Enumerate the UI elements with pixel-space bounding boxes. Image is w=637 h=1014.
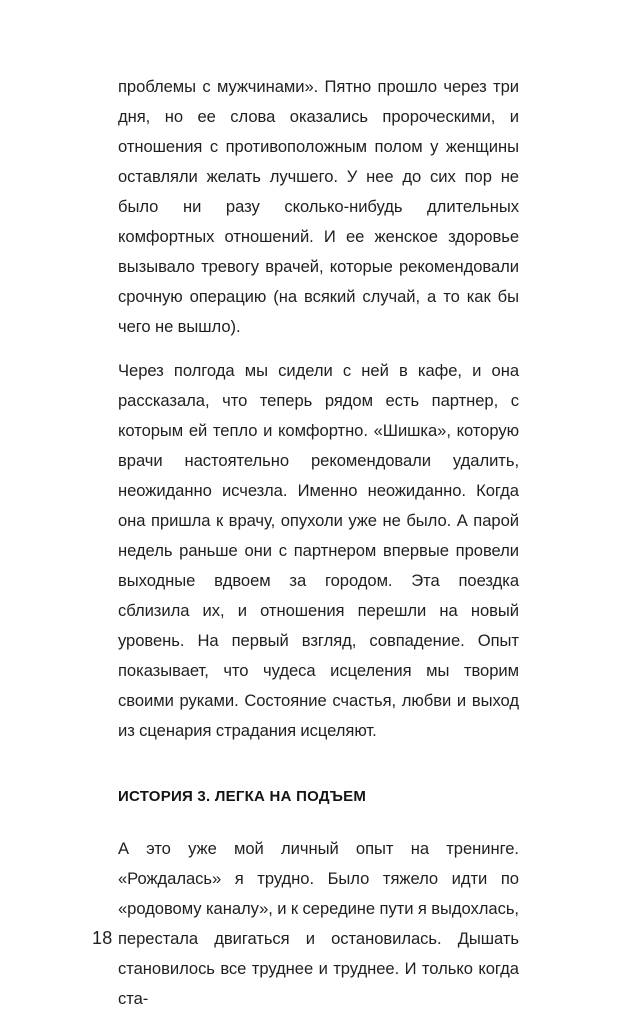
body-paragraph: Через полгода мы сидели с ней в кафе, и она рассказала, что теперь рядом есть партнер, с которым ей тепло и комфортно. «Шишка», которую врачи настоятельно рекомендовали удалить, неожиданно исчезла. Именно неожиданно. Когда она пришла к врачу, опухоли уже не было. А парой недель раньше они с партнером впервые провели выходные вдвоем за городом. Эта поездка сблизила их, и отношения перешли на новый уровень. На первый взгляд, совпадение. Опыт показывает, что чудеса исцеления мы творим своими руками. Состояние счастья, любви и выход из сценария страдания исцеляют. bbox=[118, 361, 519, 740]
section-heading: ИСТОРИЯ 3. ЛЕГКА НА ПОДЪЕМ bbox=[118, 788, 367, 805]
body-paragraph: А это уже мой личный опыт на тренинге. «Рождалась» я трудно. Было тяжело идти по «родовому каналу», и к середине пути я выдохлась, перестала двигаться и остановилась. Дышать становилось все труднее и труднее. И только когда ста- bbox=[118, 839, 519, 1008]
text-column bbox=[118, 72, 519, 1014]
page-number: 18 bbox=[92, 928, 113, 948]
body-paragraph: проблемы с мужчинами». Пятно прошло через три дня, но ее слова оказались пророческими, и отношения с противоположным полом у женщины оставляли желать лучшего. У нее до сих пор не было ни разу сколько-нибудь длительных комфортных отношений. И ее женское здоровье вызывало тревогу врачей, которые рекомендовали срочную операцию (на всякий случай, а то как бы чего не вышло). bbox=[118, 77, 519, 336]
